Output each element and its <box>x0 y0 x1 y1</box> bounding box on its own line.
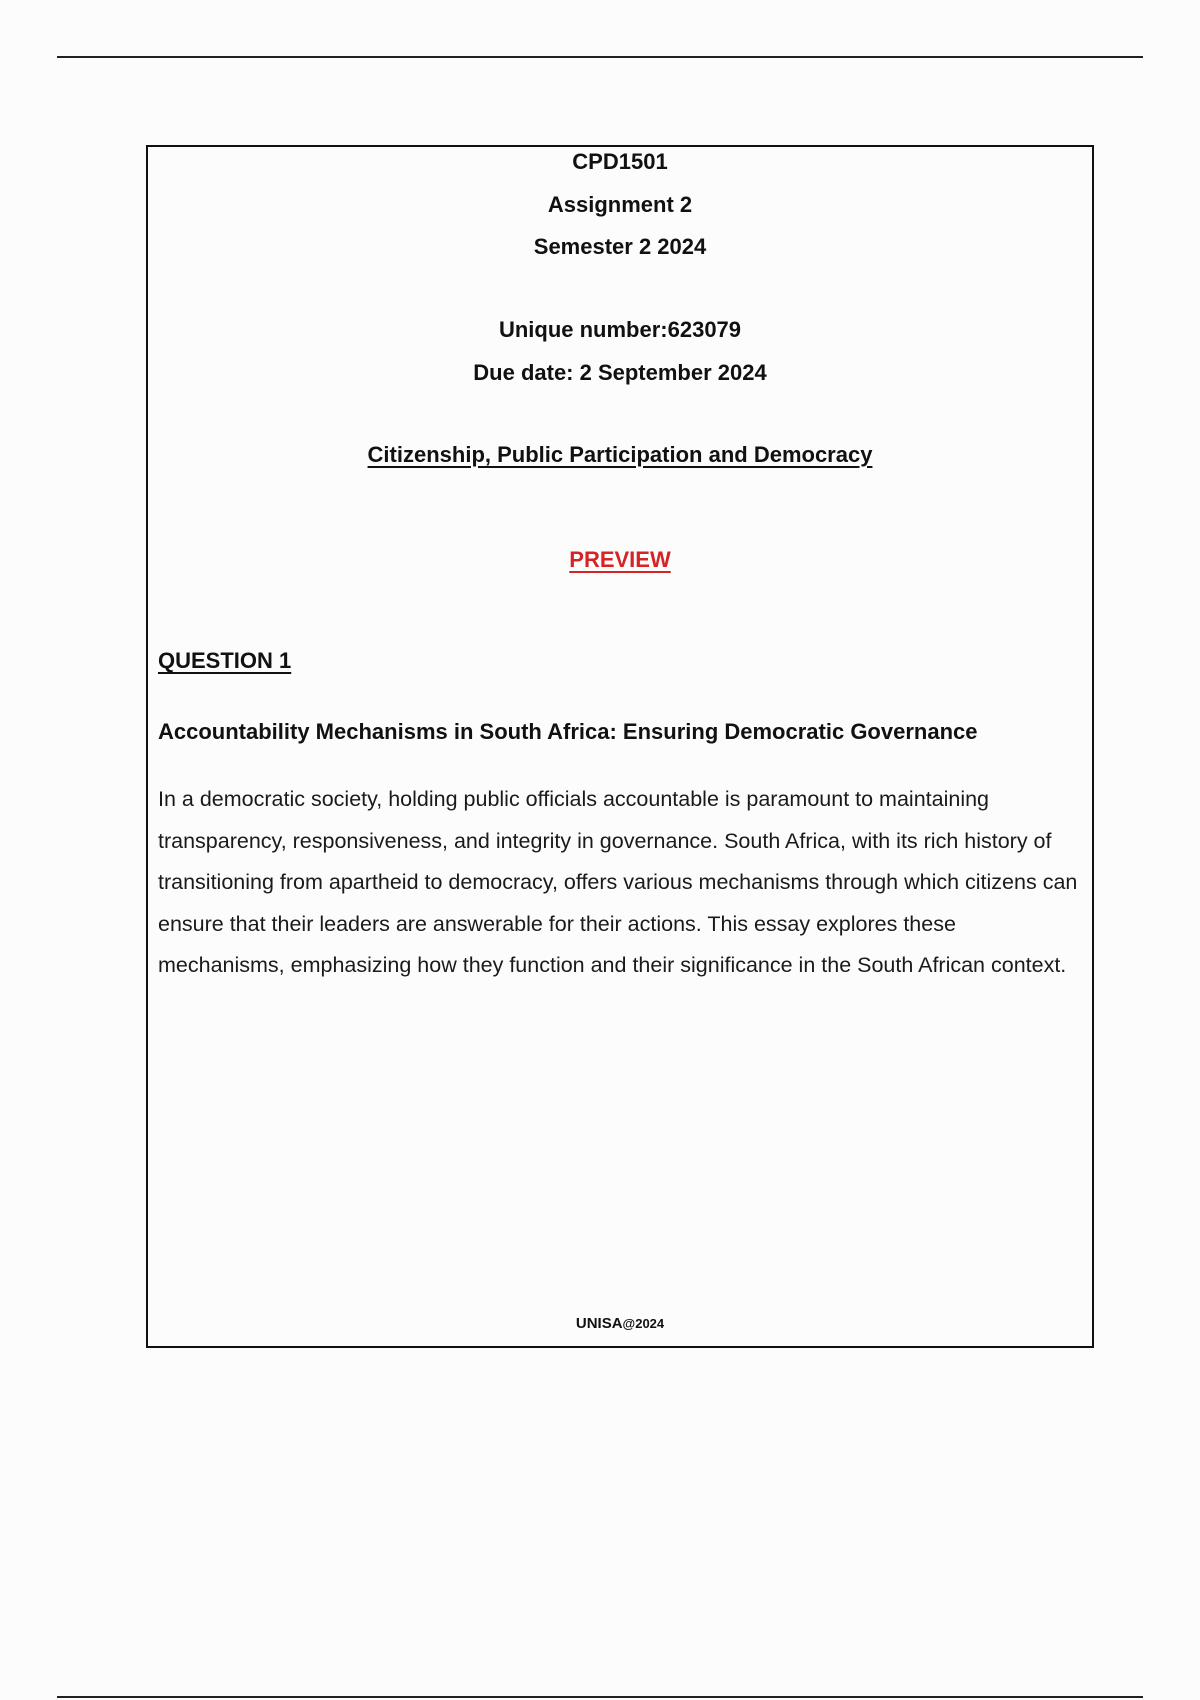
footer-copyright <box>148 1315 1092 1333</box>
question-heading: Accountability Mechanisms in South Africa: Ensuring Democratic Governance <box>158 719 978 744</box>
due-date: Due date: 2 September 2024 <box>473 360 767 385</box>
preview-label: PREVIEW <box>569 547 671 572</box>
footer-org: UNISA <box>575 1315 623 1332</box>
cover-page-frame <box>146 145 1094 1348</box>
top-rule <box>57 56 1143 58</box>
module-title <box>148 442 1092 468</box>
question-label: QUESTION 1 <box>158 648 292 673</box>
course-code: CPD1501 <box>572 149 668 174</box>
module-title-text: Citizenship, Public Participation and Democracy <box>367 442 873 467</box>
assignment-title: Assignment 2 <box>547 192 693 217</box>
footer-year: @2024 <box>622 1316 665 1331</box>
question-paragraph: In a democratic society, holding public officials accountable is paramount to maintaining transparency, responsiveness, and integrity in governance. South Africa, with its rich history of transitioning from apartheid to democracy, offers various mechanisms through which citizens can ensure that their leaders are answerable for their actions. This essay explores these mechanisms, emphasizing how they function and their significance in the South African context. <box>158 787 1078 978</box>
bottom-rule <box>57 1696 1143 1698</box>
unique-number: Unique number:623079 <box>498 317 742 342</box>
preview-banner <box>148 547 1092 573</box>
semester-label: Semester 2 2024 <box>533 234 707 259</box>
